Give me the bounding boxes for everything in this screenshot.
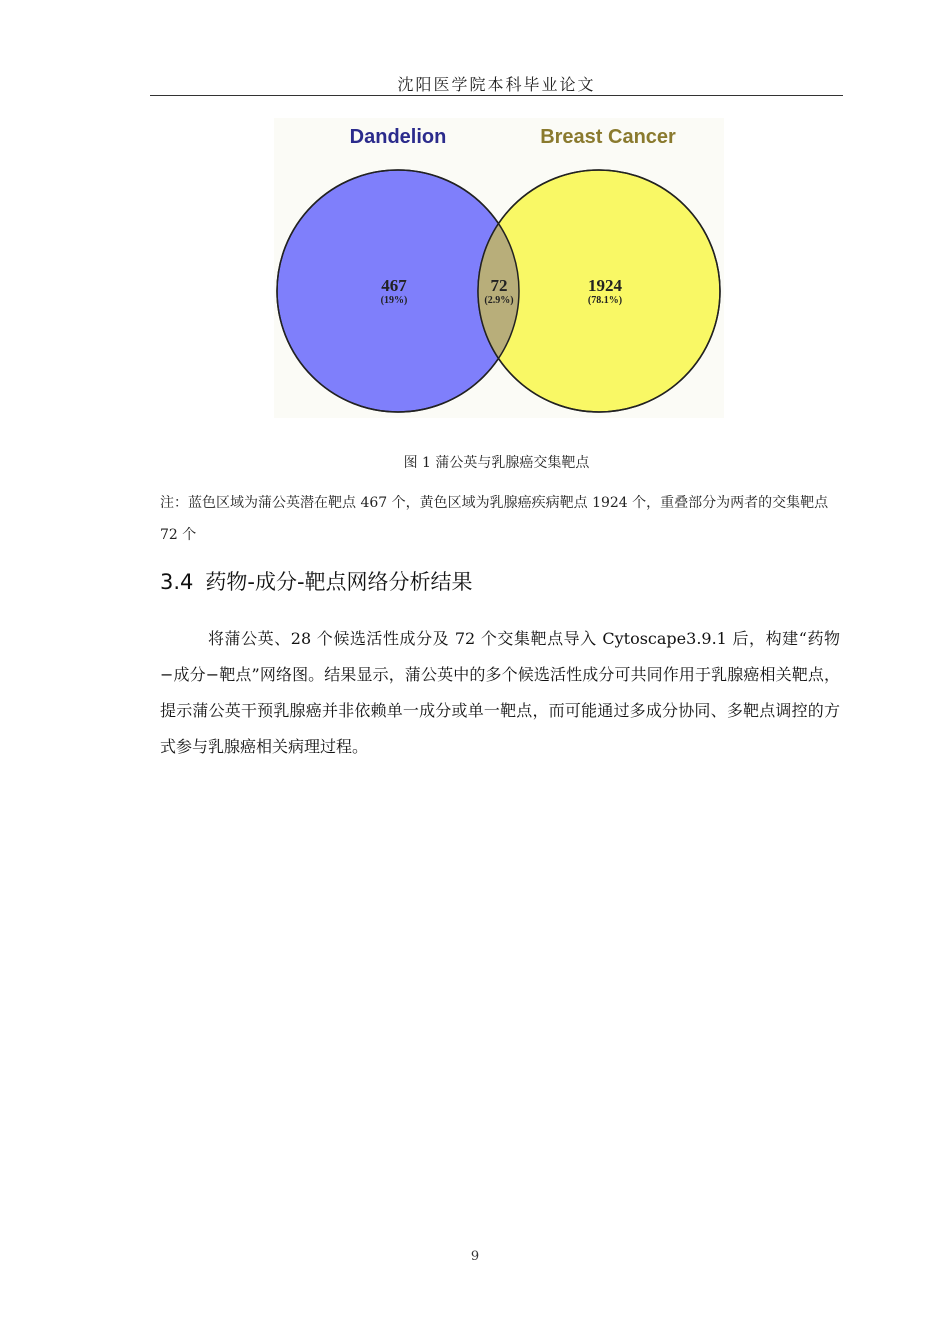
- body-paragraph: 将蒲公英、28 个候选活性成分及 72 个交集靶点导入 Cytoscape3.9.1 后，构建“药物−成分−靶点”网络图。结果显示，蒲公英中的多个候选活性成分可共同作用于乳腺癌相关靶点，提示蒲公英干预乳腺癌并非依赖单一成分或单一靶点，而可能通过多成分协同、多靶点调控的方式参与乳腺癌相关病理过程。: [160, 629, 840, 756]
- figure-caption: 图 1 蒲公英与乳腺癌交集靶点: [403, 455, 590, 471]
- page-number: 9: [470, 1249, 480, 1264]
- venn-svg: [274, 118, 724, 418]
- header-rule: [150, 95, 843, 96]
- overlap-count: 72: [490, 276, 508, 295]
- breast-cancer-percent: (78.1%): [587, 295, 623, 306]
- running-header: 沈阳医学院本科毕业论文: [397, 75, 596, 94]
- dandelion-label: Dandelion: [349, 126, 447, 148]
- section-heading: [160, 566, 473, 596]
- section-title-text: 药物-成分-靶点网络分析结果: [205, 570, 473, 594]
- dandelion-count: 467: [381, 276, 407, 295]
- overlap-percent: (2.9%): [484, 295, 514, 306]
- figure-note: 注：蓝色区域为蒲公英潜在靶点 467 个，黄色区域为乳腺癌疾病靶点 1924 个，重叠部分为两者的交集靶点 72 个: [160, 495, 829, 543]
- venn-diagram: [274, 118, 724, 418]
- breast-cancer-label: Breast Cancer: [540, 126, 676, 148]
- breast-cancer-count: 1924: [588, 276, 622, 295]
- dandelion-percent: (19%): [380, 295, 408, 306]
- section-number: 3.4: [160, 570, 194, 594]
